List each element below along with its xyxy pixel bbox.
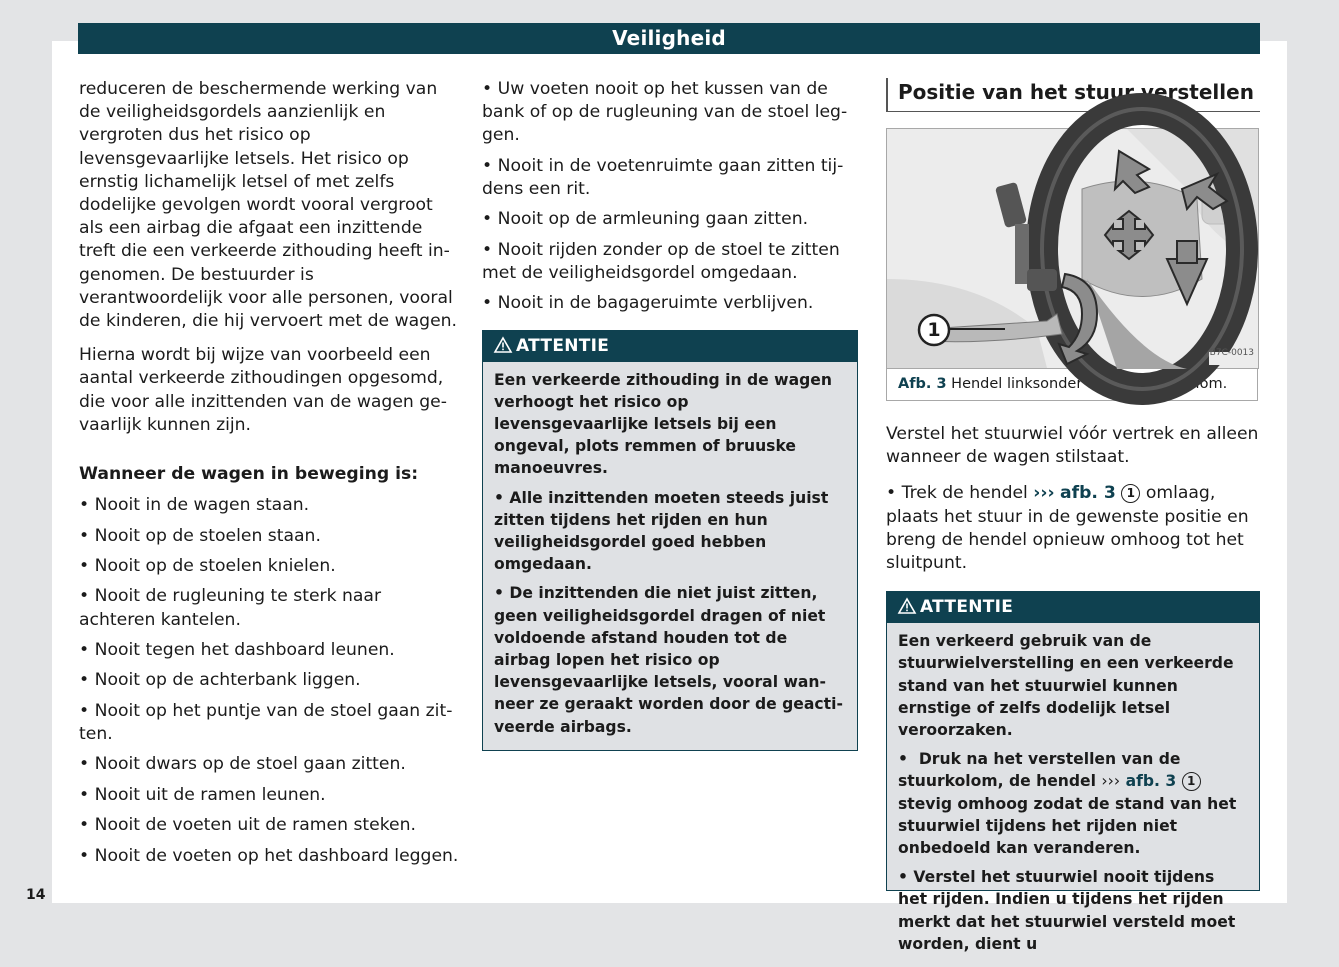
caption-label: Afb. 3 — [898, 376, 947, 392]
warning-intro: Een verkeerde zithouding in de wagen verhoogt het risico op levensgevaarlijke letsels bij een ongeval, plots remmen of bruuske manoeuvres. — [494, 370, 832, 478]
column-middle — [482, 78, 858, 751]
list-item: • Nooit in de voetenruimte gaan zitten tijdens een rit. — [482, 155, 858, 201]
warning-bullet: • Alle inzittenden moeten steeds juist zitten tijdens het rijden en hun veiligheidsgordel goed hebben omgedaan. — [494, 487, 846, 576]
column-right — [886, 78, 1260, 953]
warning-triangle-icon — [494, 331, 516, 362]
column-left — [79, 78, 459, 875]
wrong-postures-list — [79, 494, 459, 868]
list-item: • Nooit op de achterbank liggen. — [79, 669, 459, 692]
warning-bullet: • Verstel het stuurwiel nooit tijdens het rijden. Indien u tijdens het rijden merkt dat het stuurwiel versteld moet worden, dient u — [898, 866, 1248, 955]
list-item: • Nooit dwars op de stoel gaan zitten. — [79, 753, 459, 776]
figure-ref-link[interactable]: afb. 3 — [1125, 772, 1177, 791]
warning-label: ATTENTIE — [516, 335, 610, 356]
figure-callout-1: 1 — [927, 319, 941, 341]
list-item: • Nooit uit de ramen leunen. — [79, 784, 459, 807]
bullet-text: Druk na het verstellen van de stuurkolom, de hendel — [898, 750, 1181, 791]
warning-intro: Een verkeerd gebruik van de stuurwielverstelling en een verkeerde stand van het stuurwiel kunnen ernstige of zelfs dodelijk letsel veroorzaken. — [898, 632, 1234, 740]
warning-label: ATTENTIE — [920, 597, 1014, 618]
figure-ref-link[interactable]: afb. 3 — [1060, 483, 1116, 504]
page-number: 14 — [26, 887, 46, 903]
step-text-cont: omlaag, plaats het stuur in de gewenste positie en breng de hendel opnieuw omhoog tot het sluitpunt. — [886, 483, 1249, 574]
subheading-in-motion: Wanneer de wagen in beweging is: — [79, 464, 419, 485]
warning-body — [483, 362, 857, 750]
figure-ref-arrow: ››› — [1101, 772, 1121, 791]
list-item: • Nooit de rugleuning te sterk naar achteren kantelen. — [79, 585, 459, 631]
list-item: • Nooit op de armleuning gaan zitten. — [482, 208, 858, 231]
list-item: • Nooit de voeten uit de ramen steken. — [79, 814, 459, 837]
figure-ref-arrow: ››› — [1033, 483, 1055, 504]
intro-paragraph: reduceren de beschermende werking van de veiligheidsgordels aanzienlijk en vergroten dus het risico op levensgevaarlijke letsels. Het risico op ernstig lichamelijk letsel of met zelfs dodelijke gevolgen wordt vooral vergroot als een airbag die afgaat een inzittende treft die een verkeerde zithouding heeft ingenomen. De bestuurder is verantwoordelijk voor alle personen, vooral de kinderen, die hij vervoert met de wagen. — [79, 79, 458, 332]
chapter-header: Veiligheid — [78, 23, 1260, 54]
instruction-paragraph: Verstel het stuurwiel vóór vertrek en alleen wanneer de wagen stilstaat. — [886, 424, 1259, 468]
warning-bullet — [898, 748, 1248, 859]
warning-bullet: • De inzittenden die niet juist zitten, geen veiligheidsgordel dragen of niet voldoende afstand houden tot de airbag lopen het risico op levensgevaarlijke letsels, vooral wanneer ze geraakt worden door de geactiveerde airbags. — [494, 582, 846, 737]
list-item: • Nooit in de wagen staan. — [79, 494, 459, 517]
list-item: • Nooit de voeten op het dashboard leggen. — [79, 845, 459, 868]
warning-triangle-icon — [898, 592, 920, 623]
list-item: • Nooit op het puntje van de stoel gaan zitten. — [79, 700, 459, 746]
examples-paragraph: Hierna wordt bij wijze van voorbeeld een aantal verkeerde zithoudingen opgesomd, die voor alle inzittenden van de wagen gevaarlijk kunnen zijn. — [79, 345, 447, 435]
list-item: • Nooit rijden zonder op de stoel te zitten met de veiligheidsgordel omgedaan. — [482, 239, 858, 285]
steering-column-figure — [886, 128, 1259, 369]
warning-box-posture — [482, 330, 858, 751]
section-title: Positie van het stuur verstellen — [886, 78, 1260, 112]
adjust-step: • Trek de hendel ››› afb. 3 1 omlaag, plaats het stuur in de gewenste positie en breng de hendel opnieuw omhoog tot het sluitpunt. — [886, 483, 1249, 574]
bullet-text-cont: stevig omhoog zodat de stand van het stuurwiel tijdens het rijden niet onbedoeld kan veranderen. — [898, 794, 1237, 858]
warning-header — [887, 592, 1259, 623]
callout-number: 1 — [1121, 484, 1140, 503]
warning-body — [887, 623, 1259, 967]
list-item: • Uw voeten nooit op het kussen van de bank of op de rugleuning van de stoel leggen. — [482, 78, 858, 148]
callout-number: 1 — [1182, 772, 1201, 791]
list-item: • Nooit op de stoelen knielen. — [79, 555, 459, 578]
caption-text: Hendel linksonder aan de stuurkolom. — [951, 376, 1228, 392]
figure-code: B7C-0013 — [1209, 347, 1254, 358]
warning-header — [483, 331, 857, 362]
warning-box-steering — [886, 591, 1260, 953]
list-item: • Nooit op de stoelen staan. — [79, 525, 459, 548]
wrong-postures-list-continued — [482, 78, 858, 316]
list-item: • Nooit in de bagageruimte verblijven. — [482, 292, 858, 315]
list-item: • Nooit tegen het dashboard leunen. — [79, 639, 459, 662]
step-text: Trek de hendel — [901, 483, 1028, 504]
